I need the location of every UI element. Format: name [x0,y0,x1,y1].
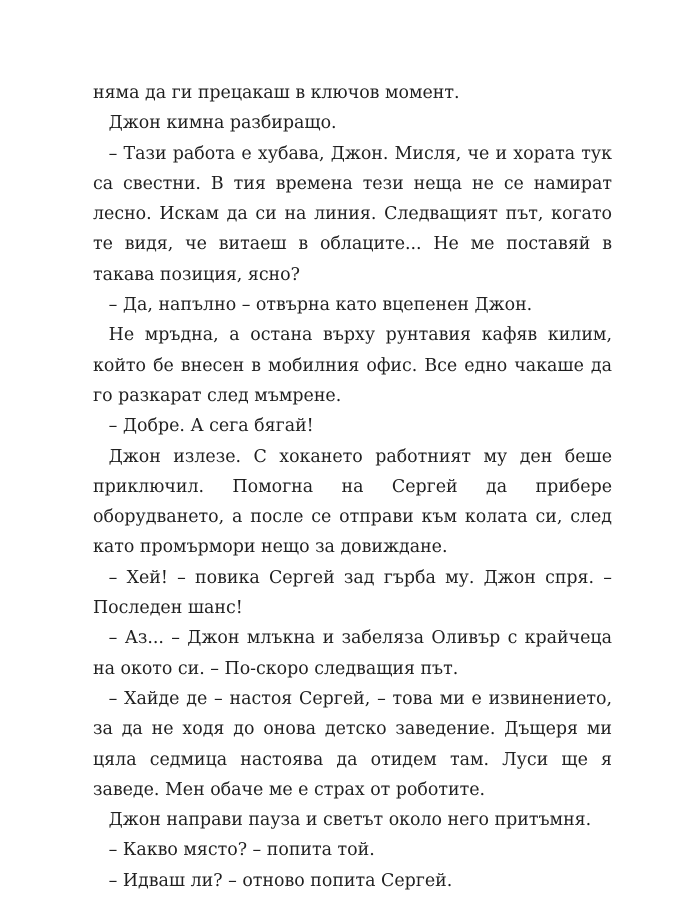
paragraph-continuation: няма да ги прецакаш в ключов момент. [93,83,460,103]
book-page [93,78,612,896]
paragraph: Джон кимна разбиращо. [108,113,337,134]
paragraph: – Какво място? – попита той. [108,840,375,861]
paragraph: – Аз... – Джон млъкна и забеляза Оливър с крайчеца на окото си. – По-скоро следващия път. [93,628,612,679]
paragraph: Джон излезе. С хоканeто работният му ден беше приключил. Помогна на Сергей да прибере оборудването, а после се отправи към колата си, след като промърмори нещо за довиждане. [93,446,612,558]
paragraph: – Идваш ли? – отново попита Сергей. [108,870,453,891]
paragraph: – Хей! – повика Сергей зад гърба му. Джон спря. – Последен шанс! [93,567,612,619]
paragraph: – Добре. А сега бягай! [108,416,314,437]
paragraph: – Тази работа е хубава, Джон. Мисля, че и хората тук са свестни. В тия времена тези неща не се намират лесно. Искам да си на линия. Следващият път, когато те видя, че витаеш в облаците... Не ме поставяй в такава позиция, ясно? [93,143,612,285]
paragraph: – Хайде де – настоя Сергей, – това ми е извинението, за да не ходя до онова детско заведение. Дъщеря ми цяла седмица настоява да отидем там. Луси ще я заведе. Мен обаче ме е страх от роботите. [93,688,612,800]
paragraph: Не мръдна, а остана върху рунтавия кафяв килим, който бе внесен в мобилния офис. Все едно чакаше да го разкарат след мъмрене. [93,325,612,406]
paragraph: – Да, напълно – отвърна като вцепенен Джон. [108,295,533,316]
paragraph: Джон направи пауза и светът около него притъмня. [108,810,592,831]
